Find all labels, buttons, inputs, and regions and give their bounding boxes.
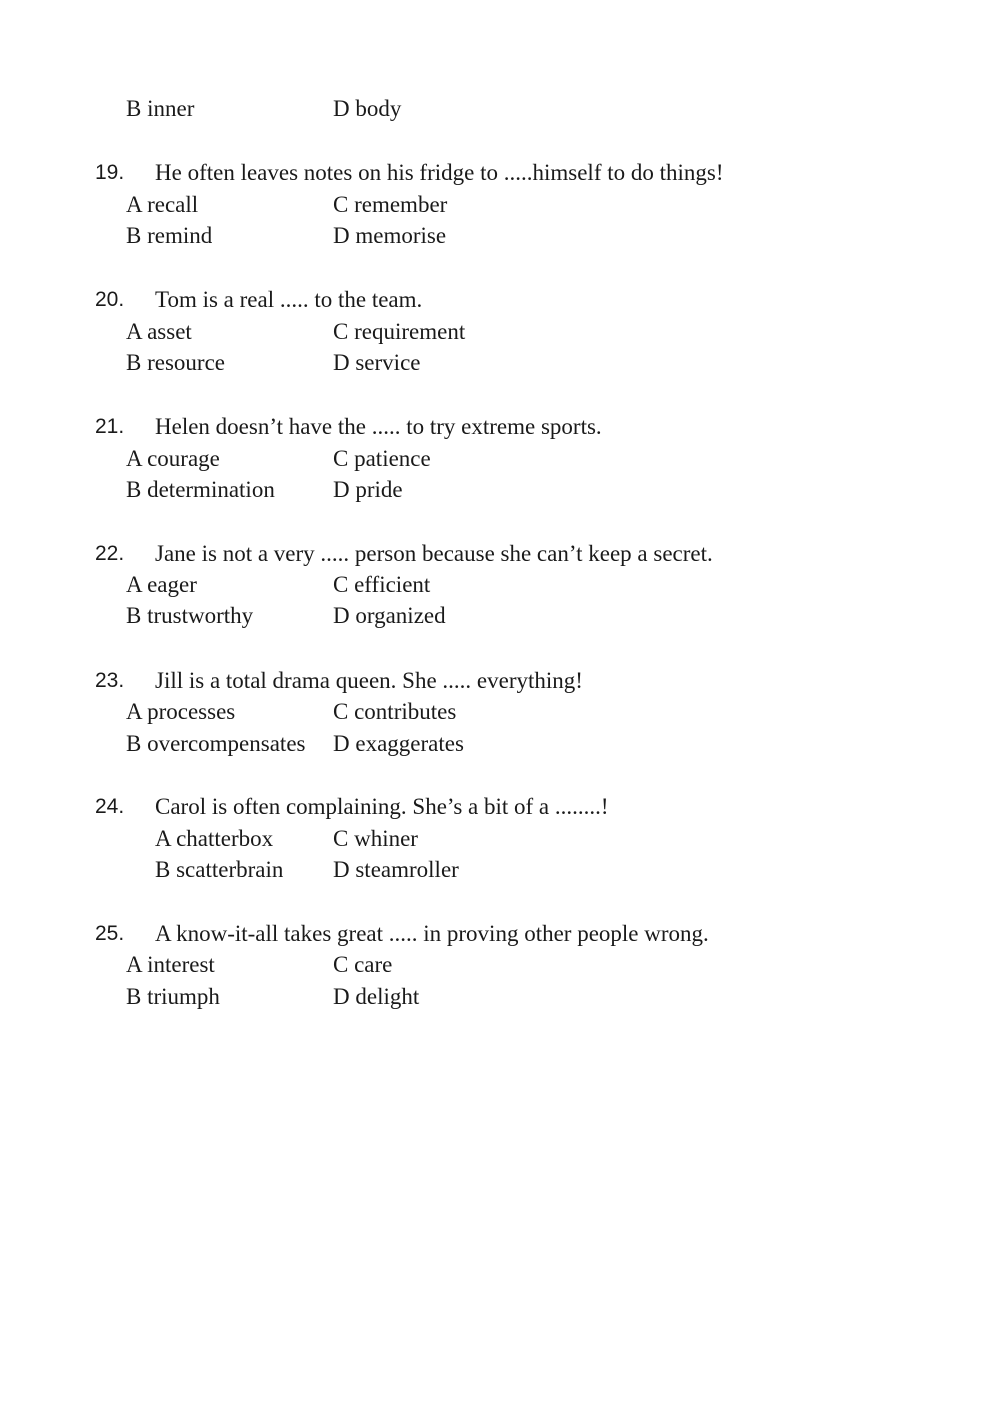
question-stem: Jane is not a very ..... person because she can’t keep a secret.: [155, 541, 713, 566]
question-stem: A know-it-all takes great ..... in proving other people wrong.: [155, 921, 709, 946]
option-a: A processes: [126, 699, 236, 724]
option-d: D exaggerates: [333, 731, 464, 756]
option-b: B overcompensates: [126, 731, 306, 756]
question-number: 21.: [95, 415, 125, 438]
option-a: A courage: [126, 446, 220, 471]
option-d: D steamroller: [333, 857, 459, 882]
question-number: 19.: [95, 161, 125, 184]
option-d: D pride: [333, 477, 403, 502]
option-b: B triumph: [126, 984, 220, 1009]
option-a: A asset: [126, 319, 192, 344]
option-c: C contributes: [333, 699, 457, 724]
carryover-option-b: B inner: [126, 96, 195, 121]
question-number: 22.: [95, 542, 125, 565]
option-c: C care: [333, 952, 393, 977]
question-number: 20.: [95, 288, 125, 311]
question-number: 25.: [95, 922, 125, 945]
carryover-option-d: D body: [333, 96, 402, 121]
option-a: A interest: [126, 952, 215, 977]
option-c: C patience: [333, 446, 431, 471]
question-stem: Tom is a real ..... to the team.: [155, 287, 423, 312]
question-number: 23.: [95, 669, 125, 692]
option-d: D memorise: [333, 223, 447, 248]
option-b: B scatterbrain: [155, 857, 284, 882]
option-d: D delight: [333, 984, 420, 1009]
question-number: 24.: [95, 795, 125, 818]
option-c: C whiner: [333, 826, 418, 851]
question-stem: Helen doesn’t have the ..... to try extreme sports.: [155, 414, 602, 439]
option-b: B resource: [126, 350, 225, 375]
option-b: B trustworthy: [126, 603, 254, 628]
option-c: C remember: [333, 192, 448, 217]
question-stem: Jill is a total drama queen. She ..... everything!: [155, 668, 583, 693]
option-d: D service: [333, 350, 421, 375]
option-a: A recall: [126, 192, 199, 217]
question-stem: He often leaves notes on his fridge to .....himself to do things!: [155, 160, 724, 185]
option-a: A chatterbox: [155, 826, 274, 851]
question-stem: Carol is often complaining. She’s a bit of a ........!: [155, 794, 609, 819]
option-c: C requirement: [333, 319, 466, 344]
option-c: C efficient: [333, 572, 431, 597]
option-d: D organized: [333, 603, 446, 628]
option-b: B determination: [126, 477, 275, 502]
option-b: B remind: [126, 223, 213, 248]
option-a: A eager: [126, 572, 197, 597]
